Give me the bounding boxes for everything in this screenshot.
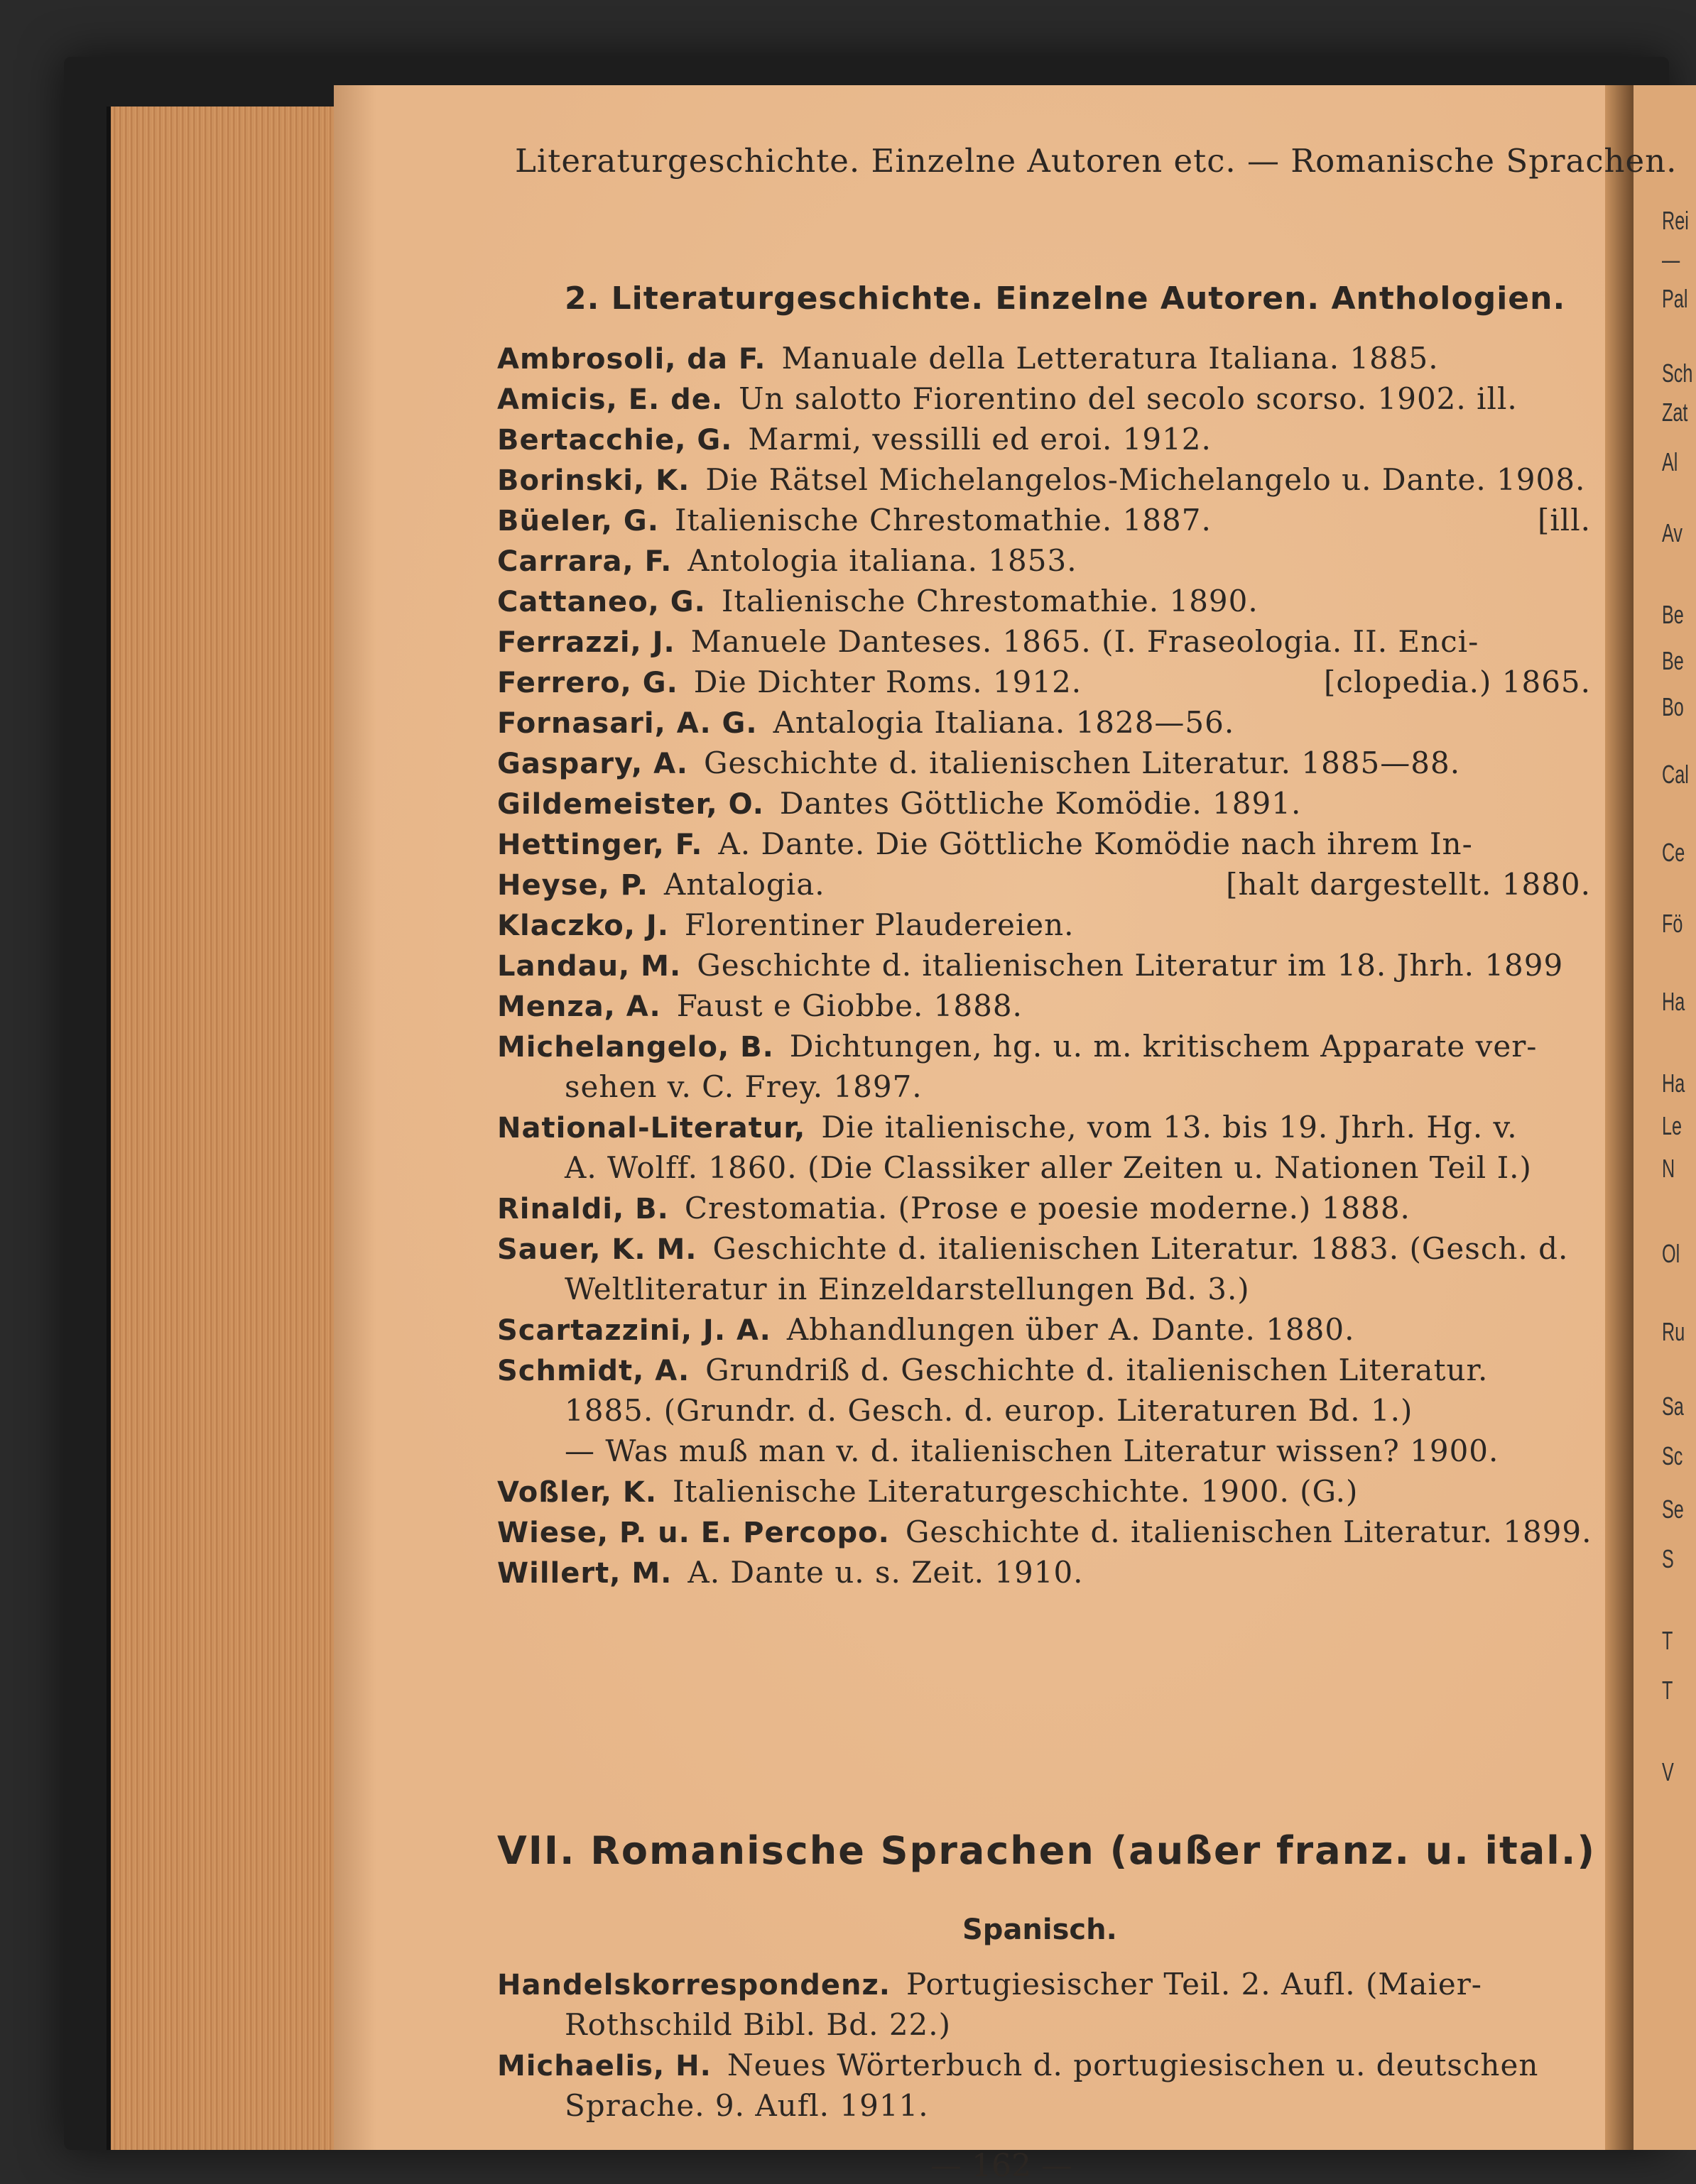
next-page-text: T bbox=[1662, 1676, 1673, 1705]
next-page-fragment bbox=[1634, 85, 1696, 2150]
entry-continuation: Sprache. 9. Aufl. 1911. bbox=[565, 2088, 929, 2123]
entry-continuation: 1885. (Grundr. d. Gesch. d. europ. Literaturen Bd. 1.) bbox=[565, 1393, 1413, 1428]
next-page-text: Ha bbox=[1662, 1069, 1685, 1098]
entry-title: Dichtungen, hg. u. m. kritischem Apparate ver- bbox=[789, 1029, 1538, 1064]
entry-author: Hettinger, F. bbox=[497, 829, 703, 861]
bibliography-entry bbox=[497, 826, 1591, 867]
bibliography-entry bbox=[497, 422, 1591, 462]
entry-title: Italienische Literaturgeschichte. 1900. (G.) bbox=[673, 1474, 1359, 1509]
bibliography-entry bbox=[497, 1353, 1591, 1393]
entry-author: Menza, A. bbox=[497, 990, 661, 1023]
entry-list-spanish bbox=[497, 1967, 1591, 2129]
bibliography-entry bbox=[497, 341, 1591, 381]
entry-title: Portugiesischer Teil. 2. Aufl. (Maier- bbox=[906, 1967, 1482, 2002]
bibliography-entry bbox=[497, 705, 1591, 746]
entry-title: Dantes Göttliche Komödie. 1891. bbox=[779, 786, 1302, 821]
bibliography-entry bbox=[497, 1191, 1591, 1231]
bibliography-entry bbox=[497, 948, 1591, 988]
bibliography-entry bbox=[497, 2048, 1591, 2088]
entry-author: Sauer, K. M. bbox=[497, 1233, 697, 1266]
entry-author: National-Literatur, bbox=[497, 1112, 806, 1145]
next-page-text: Be bbox=[1662, 600, 1684, 629]
entry-title: Antalogia Italiana. 1828—56. bbox=[773, 705, 1235, 740]
entry-title: A. Dante. Die Göttliche Komödie nach ihrem In- bbox=[718, 826, 1473, 861]
next-page-text: Be bbox=[1662, 646, 1684, 675]
entry-title: Neues Wörterbuch d. portugiesischen u. deutschen bbox=[727, 2048, 1539, 2082]
bibliography-entry bbox=[497, 1967, 1591, 2007]
entry-author: Bertacchie, G. bbox=[497, 424, 733, 457]
bibliography-entry bbox=[497, 988, 1591, 1029]
entry-author: Ambrosoli, da F. bbox=[497, 343, 766, 376]
entry-title: Geschichte d. italienischen Literatur im 18. Jhrh. 1899 bbox=[697, 948, 1564, 983]
bibliography-entry bbox=[497, 624, 1591, 665]
section-title: 2. Literaturgeschichte. Einzelne Autoren. Anthologien. bbox=[565, 280, 1566, 317]
bibliography-entry bbox=[497, 1514, 1591, 1555]
next-page-text: Ce bbox=[1662, 838, 1685, 867]
entry-author: Amicis, E. de. bbox=[497, 383, 724, 416]
next-page-text: Sc bbox=[1662, 1441, 1683, 1470]
entry-title: Un salotto Fiorentino del secolo scorso. 1902. ill. bbox=[739, 381, 1518, 416]
bibliography-entry bbox=[497, 786, 1591, 826]
entry-title: Manuale della Letteratura Italiana. 1885. bbox=[781, 341, 1439, 376]
sub-heading: Spanisch. bbox=[962, 1913, 1117, 1946]
next-page-text: Ru bbox=[1662, 1317, 1685, 1346]
bibliography-entry bbox=[497, 1312, 1591, 1353]
entry-author: Voßler, K. bbox=[497, 1476, 658, 1509]
entry-author: Landau, M. bbox=[497, 950, 682, 983]
bibliography-entry bbox=[497, 381, 1591, 422]
next-page-text: Ha bbox=[1662, 987, 1685, 1016]
entry-title: Geschichte d. italienischen Literatur. 1899. bbox=[905, 1514, 1592, 1549]
bibliography-entry bbox=[497, 665, 1591, 705]
entry-author: Ferrero, G. bbox=[497, 667, 678, 699]
next-page-text: — bbox=[1662, 245, 1680, 274]
entry-author: Büeler, G. bbox=[497, 505, 659, 537]
next-page-text: N bbox=[1662, 1154, 1675, 1183]
entry-author: Gildemeister, O. bbox=[497, 788, 764, 821]
next-page-text: Zat bbox=[1662, 398, 1688, 427]
entry-title: Antalogia. bbox=[663, 867, 825, 902]
next-page-text: V bbox=[1662, 1757, 1674, 1786]
bibliography-entry bbox=[497, 1029, 1591, 1069]
next-page-text: Pal bbox=[1662, 284, 1688, 313]
next-page-text: S bbox=[1662, 1544, 1674, 1573]
entry-author: Carrara, F. bbox=[497, 545, 673, 578]
entry-title: Abhandlungen über A. Dante. 1880. bbox=[786, 1312, 1355, 1347]
entry-continuation-right: [halt dargestellt. 1880. bbox=[1226, 867, 1591, 902]
entry-author: Cattaneo, G. bbox=[497, 586, 706, 618]
entry-author: Michaelis, H. bbox=[497, 2050, 712, 2082]
entry-author: Scartazzini, J. A. bbox=[497, 1314, 771, 1347]
entry-author: Michelangelo, B. bbox=[497, 1031, 774, 1064]
next-page-text: Se bbox=[1662, 1495, 1684, 1524]
next-page-text: Ol bbox=[1662, 1239, 1680, 1268]
bibliography-entry bbox=[497, 746, 1591, 786]
entry-continuation-right: [clopedia.) 1865. bbox=[1323, 665, 1591, 699]
entry-title: Die Dichter Roms. 1912. bbox=[693, 665, 1082, 699]
bibliography-entry bbox=[497, 867, 1591, 907]
entry-continuation: sehen v. C. Frey. 1897. bbox=[565, 1069, 923, 1104]
next-page-text: Fö bbox=[1662, 909, 1683, 938]
entry-author: Ferrazzi, J. bbox=[497, 626, 675, 659]
entry-continuation: A. Wolff. 1860. (Die Classiker aller Zeiten u. Nationen Teil I.) bbox=[565, 1150, 1532, 1185]
next-page-text: Sch bbox=[1662, 359, 1693, 388]
bibliography-entry bbox=[497, 462, 1591, 503]
chapter-heading: VII. Romanische Sprachen (außer franz. u. ital.) bbox=[497, 1828, 1597, 1873]
entry-title: Faust e Giobbe. 1888. bbox=[676, 988, 1023, 1023]
bibliography-entry bbox=[497, 503, 1591, 543]
entry-author: Heyse, P. bbox=[497, 869, 648, 902]
entry-author: Borinski, K. bbox=[497, 464, 690, 497]
entry-author: Klaczko, J. bbox=[497, 910, 669, 942]
entry-continuation-right: [ill. bbox=[1537, 503, 1591, 537]
bibliography-entry bbox=[497, 907, 1591, 948]
next-page-text: Rei bbox=[1662, 206, 1689, 235]
entry-title: A. Dante u. s. Zeit. 1910. bbox=[687, 1555, 1084, 1590]
entry-title: Antologia italiana. 1853. bbox=[687, 543, 1077, 578]
entry-title: Marmi, vessilli ed eroi. 1912. bbox=[748, 422, 1212, 457]
bibliography-entry bbox=[497, 584, 1591, 624]
next-page-text: Le bbox=[1662, 1111, 1683, 1140]
next-page-text: Bo bbox=[1662, 692, 1684, 721]
entry-author: Willert, M. bbox=[497, 1557, 673, 1590]
next-page-text: T bbox=[1662, 1626, 1673, 1655]
entry-author: Handelskorrespondenz. bbox=[497, 1969, 891, 2002]
entry-author: Schmidt, A. bbox=[497, 1355, 690, 1387]
entry-list bbox=[497, 341, 1591, 1595]
entry-continuation: Weltliteratur in Einzeldarstellungen Bd. 3.) bbox=[565, 1272, 1250, 1306]
running-head: Literaturgeschichte. Einzelne Autoren etc. — Romanische Sprachen. bbox=[515, 142, 1678, 180]
bibliography-entry bbox=[497, 1555, 1591, 1595]
next-page-text: Av bbox=[1662, 518, 1683, 547]
page-edges bbox=[107, 107, 352, 2150]
entry-title: Die italienische, vom 13. bis 19. Jhrh. Hg. v. bbox=[821, 1110, 1518, 1145]
bibliography-entry bbox=[497, 1110, 1591, 1150]
entry-author: Fornasari, A. G. bbox=[497, 707, 758, 740]
page-number: — 162 — bbox=[930, 2148, 1072, 2184]
entry-title: Die Rätsel Michelangelos-Michelangelo u. Dante. 1908. bbox=[705, 462, 1586, 497]
entry-title: Grundriß d. Geschichte d. italienischen Literatur. bbox=[705, 1353, 1489, 1387]
bibliography-entry bbox=[497, 1231, 1591, 1272]
entry-author: Rinaldi, B. bbox=[497, 1193, 669, 1225]
next-page-text: Al bbox=[1662, 447, 1678, 476]
bibliography-entry bbox=[497, 1474, 1591, 1514]
entry-title: Geschichte d. italienischen Literatur. 1883. (Gesch. d. bbox=[712, 1231, 1569, 1266]
entry-author: Gaspary, A. bbox=[497, 748, 688, 780]
entry-title: Crestomatia. (Prose e poesie moderne.) 1888. bbox=[684, 1191, 1410, 1225]
entry-title: Italienische Chrestomathie. 1887. bbox=[674, 503, 1212, 537]
entry-title: Florentiner Plaudereien. bbox=[684, 907, 1075, 942]
entry-title: Italienische Chrestomathie. 1890. bbox=[721, 584, 1259, 618]
entry-author: Wiese, P. u. E. Percopo. bbox=[497, 1517, 890, 1549]
book-gutter bbox=[1605, 85, 1634, 2150]
next-page-text: Cal bbox=[1662, 760, 1689, 789]
next-page-text: Sa bbox=[1662, 1392, 1684, 1421]
entry-continuation: — Was muß man v. d. italienischen Literatur wissen? 1900. bbox=[565, 1434, 1499, 1468]
entry-continuation: Rothschild Bibl. Bd. 22.) bbox=[565, 2007, 952, 2042]
bibliography-entry bbox=[497, 543, 1591, 584]
entry-title: Manuele Danteses. 1865. (I. Fraseologia. II. Enci- bbox=[690, 624, 1479, 659]
entry-title: Geschichte d. italienischen Literatur. 1885—88. bbox=[703, 746, 1461, 780]
